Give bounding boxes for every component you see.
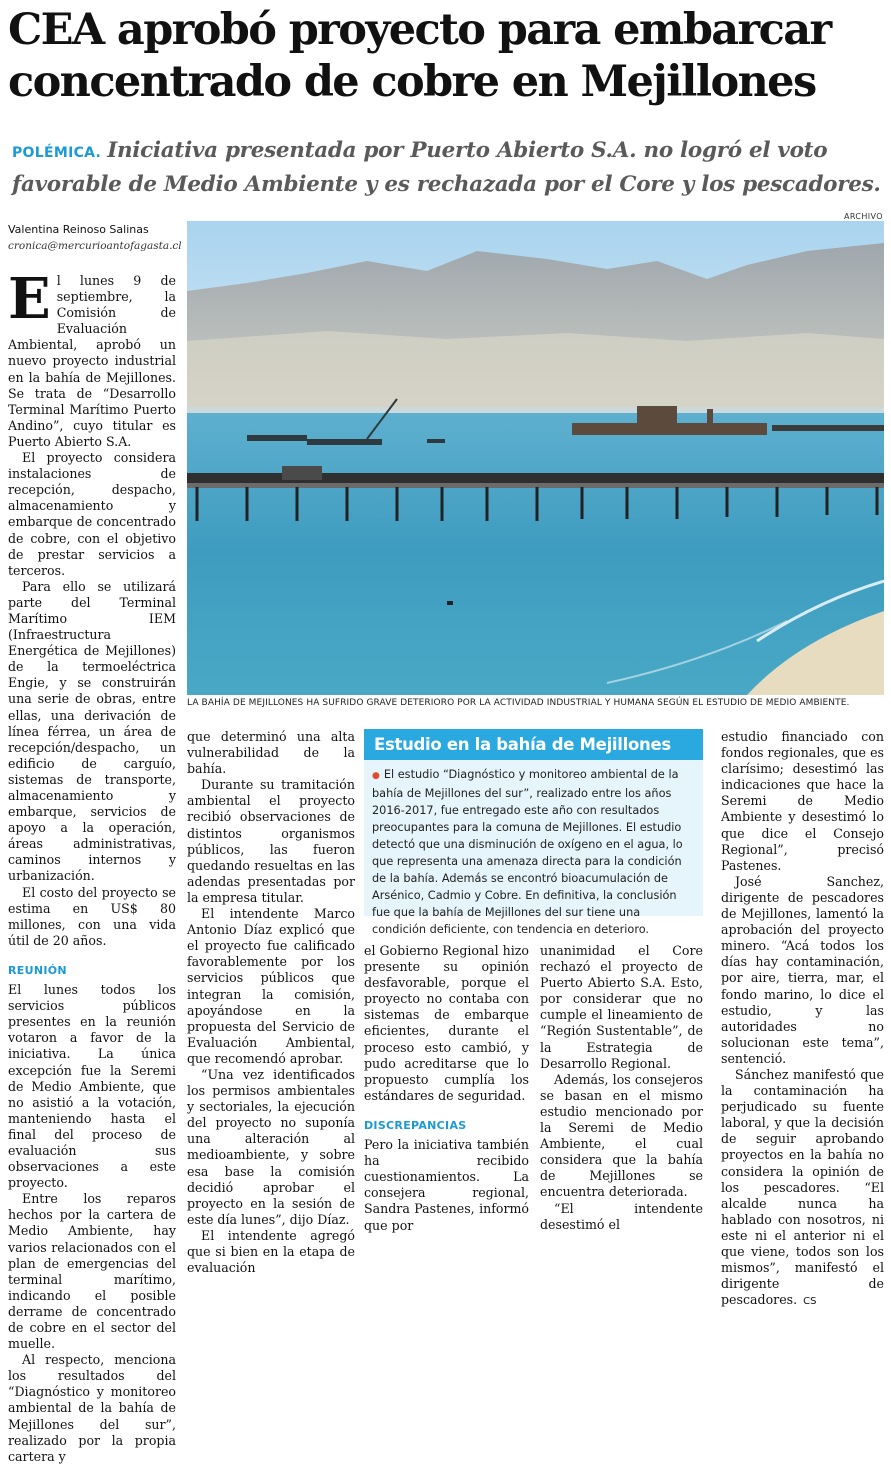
sidebar-box-text: El estudio “Diagnóstico y monitoreo ambiental de la bahía de Mejillones del sur”, realizado entre los años 2016-2017, fue entregado este año con resultados preocupantes para la comuna de Mejillones. El estudio detectó que una disminución de oxígeno en el agua, lo que representa una amenaza directa para la condición de la bahía. Además se encontró bioacumulación de Arsénico, Cadmio y Cobre. En definitiva, la conclusión fue que la bahía de Mejillones del sur tiene una condición deficiente, con tendencia en deterioro. xyxy=(372,768,683,936)
byline-email: cronica@mercurioantofagasta.cl xyxy=(8,240,182,252)
headline: CEA aprobó proyecto para embarcar concentrado de cobre en Mejillones xyxy=(8,5,831,107)
article-column-1 xyxy=(8,266,176,1465)
byline-author: Valentina Reinoso Salinas xyxy=(8,223,149,236)
paragraph: El intendente Marco Antonio Díaz explicó que el proyecto fue calificado favorablemente por los servicios públicos que integran la comisión, apoyándose en la propuesta del Servicio de Evaluación Ambiental, que recomendó aprobar. xyxy=(187,906,355,1066)
paragraph: Entre los reparos hechos por la cartera de Medio Ambiente, hay varios relacionados con el plan de emergencias del terminal marítimo, indicando el posible derrame de concentrado de cobre en el sector del muelle. xyxy=(8,1191,176,1352)
bay-photo xyxy=(187,221,884,695)
paragraph: El proyecto considera instalaciones de recepción, despacho, almacenamiento y embarque de concentrado de cobre, con el objetivo de prestar servicios a terceros. xyxy=(8,450,176,578)
article-column-5 xyxy=(721,729,884,1310)
paragraph: Pero la iniciativa también ha recibido cuestionamientos. La consejera regional, Sandra Pastenes, informó que por xyxy=(364,1137,529,1233)
paragraph: Además, los consejeros se basan en el mismo estudio mencionado por la Seremi de Medio Ambiente, el cual considera que la bahía de Mejillones se encuentra deteriorada. xyxy=(540,1071,703,1200)
photo-credit: ARCHIVO xyxy=(843,212,883,221)
kicker xyxy=(12,135,884,201)
paragraph: El lunes todos los servicios públicos presentes en la reunión votaron a favor de la iniciativa. La única excepción fue la Seremi de Medio Ambiente, que no asistió a la votación, manteniendo hasta el final del proceso de evaluación sus observaciones a este proyecto. xyxy=(8,982,176,1191)
kicker-text: Iniciativa presentada por Puerto Abierto S.A. no logró el voto favorable de Medio Ambiente y es rechazada por el Core y los pescadores. xyxy=(12,138,881,197)
article-column-4 xyxy=(540,943,703,1233)
photo-caption: LA BAHÍA DE MEJILLONES HA SUFRIDO GRAVE DETERIORO POR LA ACTIVIDAD INDUSTRIAL Y HUMANA SEGÚN EL ESTUDIO DE MEDIO AMBIENTE. xyxy=(187,698,850,708)
paragraph: el Gobierno Regional hizo presente su opinión desfavorable, porque el proyecto no contaba con sistemas de embarque eficientes, durante el proceso esto cambió, y pudo acreditarse que lo propuesto cumplía los estándares de seguridad. xyxy=(364,943,529,1103)
paragraph xyxy=(8,266,176,450)
paragraph: estudio financiado con fondos regionales, que es clarísimo; desestimó las indicaciones que hace la Seremi de Medio Ambiente y desestimó lo que dice el Consejo Regional”, precisó Pastenes. xyxy=(721,729,884,873)
kicker-label: POLÉMICA. xyxy=(12,145,102,161)
paragraph: “Una vez identificados los permisos ambientales y sectoriales, la ejecución del proyecto no suponía una alteración al medioambiente, y sobre esa base la comisión decidió aprobar el proyecto en la sesión de este día lunes”, dijo Díaz. xyxy=(187,1066,355,1227)
article-column-3 xyxy=(364,943,529,1234)
subhead-reunion: REUNIÓN xyxy=(8,963,67,977)
paragraph xyxy=(721,1067,884,1310)
paragraph: unanimidad el Core rechazó el proyecto de Puerto Abierto S.A. Esto, por considerar que no cumple el lineamiento de “Región Sustentable”, de la Estrategia de Desarrollo Regional. xyxy=(540,943,703,1071)
bay-photo-illustration xyxy=(187,221,884,695)
sidebar-box-body xyxy=(364,760,703,936)
end-mark-icon: CS xyxy=(803,1296,817,1308)
paragraph: “El intendente desestimó el xyxy=(540,1200,703,1232)
dropcap: E xyxy=(8,266,51,332)
paragraph: El costo del proyecto se estima en US$ 80 millones, con una vida útil de 20 años. xyxy=(8,884,176,948)
sidebar-box-title: Estudio en la bahía de Mejillones xyxy=(364,729,703,760)
paragraph: Al respecto, menciona los resultados del “Diagnóstico y monitoreo ambiental de la bahía de Mejillones del sur”, realizado por la propia cartera y xyxy=(8,1352,176,1464)
paragraph-text: l lunes 9 de septiembre, la Comisión de Evaluación Ambiental, aprobó un nuevo proyecto industrial en la bahía de Mejillones. Se trata de “Desarrollo Terminal Marítimo Puerto Andino”, cuyo titular es Puerto Abierto S.A. xyxy=(8,273,176,449)
paragraph: Durante su tramitación ambiental el proyecto recibió observaciones de distintos organismos públicos, las fueron quedando resueltas en las adendas presentadas por la empresa titular. xyxy=(187,777,355,905)
paragraph: El intendente agregó que si bien en la etapa de evaluación xyxy=(187,1227,355,1276)
paragraph: Para ello se utilizará parte del Terminal Marítimo IEM (Infraestructura Energética de Mejillones) de la termoeléctrica Engie, y se construirán una serie de obras, entre ellas, una derivación de línea férrea, un área de recepción/despacho, un edificio de carguío, sistemas de transporte, almacenamiento y embarque, servicios de apoyo a la operación, áreas administrativas, caminos internos y urbanización. xyxy=(8,578,176,884)
bullet-icon: ● xyxy=(372,771,380,781)
subhead-discrepancias: DISCREPANCIAS xyxy=(364,1118,467,1132)
paragraph: que determinó una alta vulnerabilidad de la bahía. xyxy=(187,729,355,777)
paragraph-text: Sánchez manifestó que la contaminación ha perjudicado su fuente laboral, y que la decisión de seguir aprobando proyectos en la bahía no considera la opinión de los pescadores. “El alcalde nunca ha hablado con nosotros, ni este ni el anterior ni el que viene, todos son los mismos”, manifestó el dirigente de pescadores. xyxy=(721,1066,884,1308)
article-column-2 xyxy=(187,729,355,1276)
paragraph: José Sanchez, dirigente de pescadores de Mejillones, lamentó la aprobación del proyecto minero. “Acá todos los días hay contaminación, por aire, tierra, mar, el fondo marino, lo dice el estudio, y las autoridades no solucionan este tema”, sentenció. xyxy=(721,873,884,1066)
